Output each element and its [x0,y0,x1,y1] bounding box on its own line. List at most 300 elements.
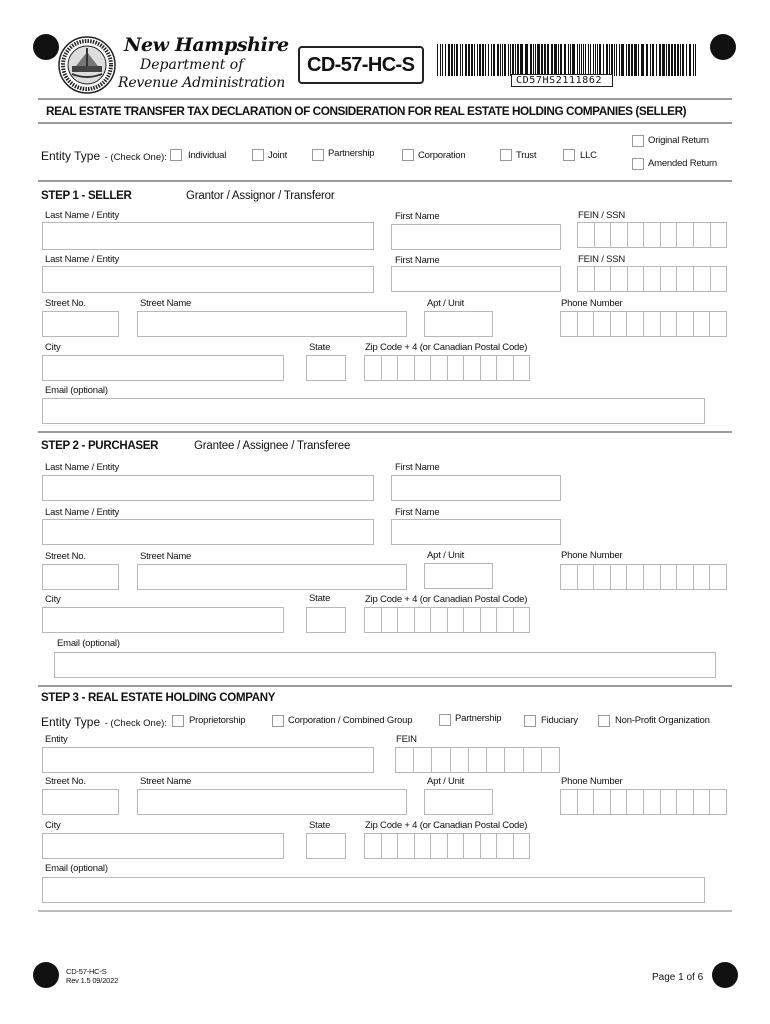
character-cell[interactable] [661,267,678,291]
barcode-bar [530,44,532,76]
character-cell[interactable] [542,748,559,772]
barcode-bar [504,44,506,76]
bottom-rule [38,910,732,912]
barcode-bar [479,44,481,76]
company-fiduciary-label: Fiduciary [541,715,578,726]
character-cell[interactable] [611,312,628,336]
purchaser-zip-input[interactable] [364,607,530,633]
company-zip-label: Zip Code + 4 (or Canadian Postal Code) [365,820,528,831]
barcode-bar [456,44,458,76]
barcode-bar [541,44,543,76]
character-cell[interactable] [628,267,645,291]
company-non-profit-checkbox[interactable] [598,715,610,727]
character-cell[interactable] [487,748,505,772]
barcode-bar [628,44,630,76]
company-street-no-label: Street No. [45,776,86,787]
entity-partnership-label: Partnership [328,148,375,159]
company-phone-input[interactable] [560,789,727,815]
entity-partnership-checkbox[interactable] [312,149,324,161]
purchaser2-first-name-label: First Name [395,507,440,518]
seller2-last-name-label: Last Name / Entity [45,254,120,265]
entity-type-hint: - (Check One): [104,152,167,163]
character-cell[interactable] [677,565,694,589]
barcode-bar [682,44,684,76]
barcode-bar [603,44,604,76]
barcode-bar [474,44,475,76]
company-city-input[interactable] [42,833,284,859]
barcode-bar [460,44,461,76]
form-code-box [298,46,424,84]
character-cell[interactable] [432,748,450,772]
character-cell[interactable] [464,356,481,380]
character-cell[interactable] [505,748,523,772]
character-cell[interactable] [661,223,678,247]
character-cell[interactable] [398,608,415,632]
purchaser-phone-label: Phone Number [561,550,623,561]
title-rule-bottom [38,122,732,124]
barcode-bar [686,44,687,76]
company-entity-type-title: Entity Type [41,715,101,729]
character-cell[interactable] [627,565,644,589]
step3-rule [38,685,732,687]
character-cell[interactable] [711,267,727,291]
character-cell[interactable] [497,834,514,858]
character-cell[interactable] [677,312,694,336]
step1-heading: STEP 1 - SELLER [41,190,132,202]
registration-mark-bottom-left [33,962,59,988]
character-cell[interactable] [594,790,611,814]
character-cell[interactable] [514,834,530,858]
character-cell[interactable] [627,312,644,336]
character-cell[interactable] [514,608,530,632]
character-cell[interactable] [415,834,432,858]
barcode-bar [614,44,615,76]
character-cell[interactable] [711,223,727,247]
company-zip-input[interactable] [364,833,530,859]
character-cell[interactable] [561,790,578,814]
entity-type-label [41,147,167,165]
barcode-bar [454,44,455,76]
purchaser-state-label: State [309,593,331,604]
company-street-name-input[interactable] [137,789,407,815]
barcode-bar [666,44,667,76]
barcode-text: CD57HS2111862 [516,75,603,86]
company-proprietorship-label: Proprietorship [189,715,246,726]
step1-rule [38,180,732,182]
seller-street-name-label: Street Name [140,298,192,309]
company-email-input[interactable] [42,877,705,903]
company-proprietorship-checkbox[interactable] [172,715,184,727]
company-corporation-checkbox[interactable] [272,715,284,727]
purchaser-zip-label: Zip Code + 4 (or Canadian Postal Code) [365,594,528,605]
character-cell[interactable] [578,312,595,336]
purchaser1-last-name-label: Last Name / Entity [45,462,120,473]
character-cell[interactable] [451,748,469,772]
company-state-label: State [309,820,331,831]
purchaser-city-label: City [45,594,61,605]
barcode-bar [488,44,489,76]
character-cell[interactable] [561,565,578,589]
seller2-fein-label: FEIN / SSN [578,254,626,265]
seller-apt-input[interactable] [424,311,493,337]
character-cell[interactable] [627,790,644,814]
barcode-bar [595,44,596,76]
barcode-bar [544,44,546,76]
barcode-bar [621,44,624,76]
barcode-bar [662,44,665,76]
department-line-1: Department of [140,57,244,73]
character-cell[interactable] [524,748,542,772]
step1-subheading: Grantor / Assignor / Transferor [186,190,335,202]
seller2-first-name-input[interactable] [391,266,561,292]
barcode-bar [500,44,501,76]
step3-heading: STEP 3 - REAL ESTATE HOLDING COMPANY [41,692,276,704]
barcode-bar [577,44,578,76]
barcode-bar [477,44,478,76]
step2-heading: STEP 2 - PURCHASER [41,440,159,452]
barcode-bar [616,44,617,76]
form-code: CD-57-HC-S [307,54,415,76]
company-state-input[interactable] [306,833,346,859]
barcode-bar [597,44,598,76]
seller1-fein-input[interactable] [577,222,727,248]
footer-revision: Rev 1.5 09/2022 [66,976,119,985]
barcode-bar [583,44,584,76]
barcode-bar [585,44,586,76]
barcode-bar [634,44,637,76]
entity-type-title: Entity Type [41,149,101,163]
barcode-text-box [511,74,613,87]
state-seal-logo [58,36,116,94]
barcode-bar [568,44,569,76]
entity-llc-checkbox[interactable] [563,149,575,161]
barcode-bar [554,44,557,76]
barcode-bar [646,44,648,76]
seller2-fein-input[interactable] [577,266,727,292]
character-cell[interactable] [611,223,628,247]
seller1-first-name-input[interactable] [391,224,561,250]
character-cell[interactable] [644,223,661,247]
character-cell[interactable] [677,790,694,814]
step2-subheading: Grantee / Assignee / Transferee [194,440,351,452]
purchaser-street-name-input[interactable] [137,564,407,590]
seller2-last-name-input[interactable] [42,266,374,293]
character-cell[interactable] [497,608,514,632]
barcode-bar [652,44,654,76]
company-partnership-checkbox[interactable] [439,714,451,726]
company-email-label: Email (optional) [45,863,108,874]
barcode-bar [650,44,651,76]
character-cell[interactable] [514,356,530,380]
company-entity-input[interactable] [42,747,374,773]
purchaser-phone-input[interactable] [560,564,727,590]
character-cell[interactable] [414,748,432,772]
company-entity-type-label [41,713,167,731]
barcode-bar [551,44,553,76]
character-cell[interactable] [481,834,498,858]
entity-individual-checkbox[interactable] [170,149,182,161]
barcode-bar [533,44,534,76]
amended-return-checkbox[interactable] [632,158,644,170]
barcode-bar [570,44,571,76]
barcode-bar [517,44,519,76]
barcode-bar [588,44,589,76]
character-cell[interactable] [677,267,694,291]
seller-phone-input[interactable] [560,311,727,337]
character-cell[interactable] [431,356,448,380]
barcode-bar [510,44,511,76]
barcode-bar [482,44,484,76]
barcode-bar [437,44,438,76]
purchaser-email-label: Email (optional) [57,638,120,649]
company-fiduciary-checkbox[interactable] [524,715,536,727]
character-cell[interactable] [481,356,498,380]
seller-city-label: City [45,342,61,353]
seller1-last-name-label: Last Name / Entity [45,210,120,221]
character-cell[interactable] [578,223,595,247]
entity-trust-label: Trust [516,150,537,161]
barcode-bar [659,44,661,76]
barcode-bar [468,44,470,76]
barcode-bar [680,44,681,76]
barcode-bar [525,44,528,76]
barcode-bar [619,44,620,76]
character-cell[interactable] [644,790,661,814]
character-cell[interactable] [365,356,382,380]
barcode-bar [677,44,679,76]
character-cell[interactable] [644,565,661,589]
barcode-bar [535,44,536,76]
character-cell[interactable] [694,223,711,247]
character-cell[interactable] [611,267,628,291]
state-name: New Hampshire [124,34,289,56]
barcode-bar [451,44,453,76]
character-cell[interactable] [694,312,711,336]
character-cell[interactable] [464,608,481,632]
barcode-bar [579,44,580,76]
character-cell[interactable] [561,312,578,336]
barcode-bar [695,44,696,76]
seller-email-label: Email (optional) [45,385,108,396]
purchaser-apt-input[interactable] [424,563,493,589]
barcode-bar [442,44,443,76]
company-fein-input[interactable] [395,747,560,773]
seller-apt-label: Apt / Unit [427,298,465,309]
barcode-bar [593,44,594,76]
barcode-bar [465,44,467,76]
registration-mark-top-left [33,34,59,60]
registration-mark-top-right [710,34,736,60]
original-return-checkbox[interactable] [632,135,644,147]
character-cell[interactable] [661,790,678,814]
barcode-bar [641,44,644,76]
title-rule-top [38,98,732,100]
entity-llc-label: LLC [580,150,597,161]
seller-email-input[interactable] [42,398,705,424]
purchaser1-last-name-input[interactable] [42,475,374,501]
company-phone-label: Phone Number [561,776,623,787]
barcode-bar [668,44,670,76]
footer-form-code: CD-57-HC-S [66,967,107,976]
company-street-name-label: Street Name [140,776,192,787]
barcode-bar [626,44,627,76]
entity-corporation-label: Corporation [418,150,466,161]
character-cell[interactable] [415,608,432,632]
barcode-bar [671,44,673,76]
seller-street-no-label: Street No. [45,298,86,309]
character-cell[interactable] [595,223,612,247]
entity-corporation-checkbox[interactable] [402,149,414,161]
character-cell[interactable] [694,565,711,589]
barcode-bar [471,44,473,76]
character-cell[interactable] [365,834,382,858]
seller-street-name-input[interactable] [137,311,407,337]
purchaser-street-name-label: Street Name [140,551,192,562]
barcode-bar [581,44,582,76]
character-cell[interactable] [448,608,465,632]
company-non-profit-label: Non-Profit Organization [615,715,710,726]
purchaser-city-input[interactable] [42,607,284,633]
character-cell[interactable] [396,748,414,772]
character-cell[interactable] [694,267,711,291]
seller-state-label: State [309,342,331,353]
character-cell[interactable] [448,356,465,380]
seller2-first-name-label: First Name [395,255,440,266]
barcode-bar [560,44,562,76]
company-street-no-input[interactable] [42,789,119,815]
amended-return-label: Amended Return [648,158,718,169]
character-cell[interactable] [677,223,694,247]
character-cell[interactable] [578,565,595,589]
barcode-bar [448,44,450,76]
company-entity-type-hint: - (Check One): [104,718,167,729]
character-cell[interactable] [398,834,415,858]
barcode-bar [440,44,441,76]
company-apt-label: Apt / Unit [427,776,465,787]
barcode-bar [502,44,503,76]
company-partnership-label: Partnership [455,713,502,724]
character-cell[interactable] [398,356,415,380]
barcode-bar [609,44,610,76]
registration-mark-bottom-right [712,962,738,988]
character-cell[interactable] [431,608,448,632]
character-cell[interactable] [595,267,612,291]
character-cell[interactable] [710,790,726,814]
purchaser2-first-name-input[interactable] [391,519,561,545]
seller1-first-name-label: First Name [395,211,440,222]
barcode-bar [445,44,446,76]
company-entity-label: Entity [45,734,68,745]
purchaser1-first-name-input[interactable] [391,475,561,501]
seller-phone-label: Phone Number [561,298,623,309]
entity-joint-checkbox[interactable] [252,149,264,161]
character-cell[interactable] [628,223,645,247]
barcode-bar [606,44,608,76]
seller-zip-input[interactable] [364,355,530,381]
seller-zip-label: Zip Code + 4 (or Canadian Postal Code) [365,342,528,353]
barcode-bar [512,44,514,76]
barcode-bar [497,44,499,76]
barcode-bar [689,44,691,76]
barcode-bar [485,44,486,76]
barcode-bar [564,44,566,76]
barcode-bar [572,44,575,76]
character-cell[interactable] [644,267,661,291]
entity-trust-checkbox[interactable] [500,149,512,161]
barcode-bar [493,44,495,76]
character-cell[interactable] [661,565,678,589]
character-cell[interactable] [594,312,611,336]
character-cell[interactable] [661,312,678,336]
character-cell[interactable] [365,608,382,632]
character-cell[interactable] [481,608,498,632]
character-cell[interactable] [578,790,595,814]
character-cell[interactable] [382,834,399,858]
original-return-label: Original Return [648,135,709,146]
company-apt-input[interactable] [424,789,493,815]
barcode-bar [547,44,549,76]
purchaser-email-input[interactable] [54,652,716,678]
seller-state-input[interactable] [306,355,346,381]
character-cell[interactable] [710,312,726,336]
barcode-bar [693,44,694,76]
barcode-bar [674,44,676,76]
character-cell[interactable] [382,608,399,632]
character-cell[interactable] [382,356,399,380]
barcode-bar [656,44,657,76]
character-cell[interactable] [578,267,595,291]
company-city-label: City [45,820,61,831]
seller-city-input[interactable] [42,355,284,381]
company-fein-label: FEIN [396,734,417,745]
barcode-bar [611,44,613,76]
entity-individual-label: Individual [188,150,227,161]
barcode-image [437,44,699,76]
character-cell[interactable] [611,790,628,814]
character-cell[interactable] [644,312,661,336]
purchaser-street-no-label: Street No. [45,551,86,562]
character-cell[interactable] [694,790,711,814]
barcode-bar [558,44,559,76]
purchaser-street-no-input[interactable] [42,564,119,590]
character-cell[interactable] [464,834,481,858]
character-cell[interactable] [469,748,487,772]
character-cell[interactable] [497,356,514,380]
character-cell[interactable] [710,565,726,589]
character-cell[interactable] [448,834,465,858]
barcode-bar [491,44,492,76]
character-cell[interactable] [594,565,611,589]
seller1-fein-label: FEIN / SSN [578,210,626,221]
character-cell[interactable] [415,356,432,380]
barcode-bar [520,44,523,76]
barcode-bar [508,44,509,76]
seller-street-no-input[interactable] [42,311,119,337]
barcode-bar [537,44,540,76]
character-cell[interactable] [431,834,448,858]
purchaser-apt-label: Apt / Unit [427,550,465,561]
character-cell[interactable] [611,565,628,589]
barcode-bar [462,44,463,76]
page-number: Page 1 of 6 [652,972,704,983]
company-corporation-label: Corporation / Combined Group [288,715,413,726]
department-line-2: Revenue Administration [118,75,286,91]
form-title: REAL ESTATE TRANSFER TAX DECLARATION OF CONSIDERATION FOR REAL ESTATE HOLDING COMPANIES (SELLER) [46,104,687,118]
purchaser-state-input[interactable] [306,607,346,633]
step2-rule [38,431,732,433]
seller1-last-name-input[interactable] [42,222,374,250]
purchaser2-last-name-input[interactable] [42,519,374,545]
